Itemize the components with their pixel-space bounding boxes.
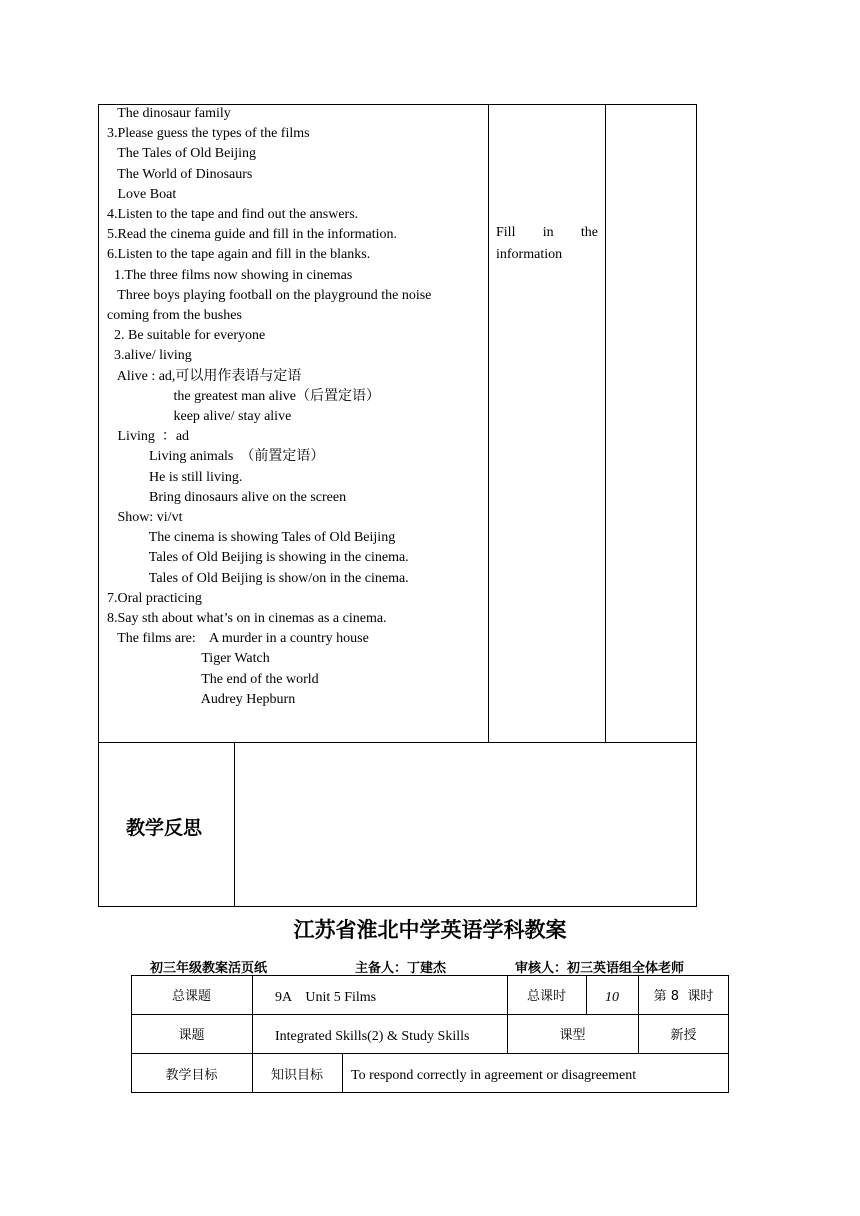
reflection-col-divider: [234, 742, 235, 907]
type-value: 新授: [670, 1028, 697, 1043]
procedure-line: Love Boat: [107, 186, 177, 202]
reviewer-label: 审核人：初三英语组全体老师: [515, 961, 685, 976]
knowledge-goal-label: 知识目标: [270, 1067, 323, 1083]
procedure-line: 3.Please guess the types of the films: [107, 126, 310, 142]
upper-row-divider: [98, 742, 697, 743]
procedure-line: coming from the bushes: [107, 308, 242, 324]
reflection-label: 教学反思: [126, 817, 203, 839]
activity-line-2: information: [496, 247, 563, 262]
procedure-line: The Tales of Old Beijing: [107, 146, 256, 162]
procedure-line: Living ：ad: [107, 429, 190, 445]
procedure-line: Living animals （前置定语）: [107, 449, 325, 465]
procedure-line: 8.Say sth about what’s on in cinemas as a cinema.: [107, 611, 387, 627]
total-hours-label: 总课时: [526, 989, 566, 1004]
grade-label: 初三年级教案活页纸: [150, 961, 268, 976]
activity-line-1: [496, 222, 598, 244]
knowledge-goal-value: To respond correctly in agreement or disagreement: [351, 1068, 637, 1083]
r2-div-a: [252, 1014, 253, 1053]
procedure-line: The World of Dinosaurs: [107, 166, 253, 182]
preparer-label: 主备人：丁建杰: [355, 961, 447, 976]
lesson-number: 第 8 课时: [653, 989, 714, 1004]
procedure-line: 2. Be suitable for everyone: [107, 328, 266, 344]
goal-label: 教学目标: [165, 1067, 218, 1083]
procedure-line: He is still living.: [107, 469, 243, 485]
procedure-line: 4.Listen to the tape and find out the answers.: [107, 207, 359, 223]
procedure-line: the greatest man alive（后置定语）: [107, 388, 380, 404]
procedure-line: 6.Listen to the tape again and fill in the blanks.: [107, 247, 371, 263]
r1-div-a: [252, 975, 253, 1014]
procedure-line: Bring dinosaurs alive on the screen: [107, 489, 347, 505]
general-topic-value: 9A Unit 5 Films: [275, 989, 377, 1005]
procedure-line: 5.Read the cinema guide and fill in the information.: [107, 227, 398, 243]
procedure-line: Tales of Old Beijing is showing in the cinema.: [107, 550, 409, 566]
procedure-line: The cinema is showing Tales of Old Beijing: [107, 530, 396, 546]
procedure-line: The films are: A murder in a country house: [107, 631, 369, 647]
general-topic-label: 总课题: [171, 989, 211, 1004]
upper-col-divider-1: [488, 104, 489, 742]
procedure-line: Tales of Old Beijing is show/on in the cinema.: [107, 570, 409, 586]
topic-value: Integrated Skills(2) & Study Skills: [275, 1028, 470, 1044]
procedure-line: 1.The three films now showing in cinemas: [107, 267, 353, 283]
procedure-line: Show: vi/vt: [107, 510, 183, 526]
procedure-line: Tiger Watch: [107, 651, 270, 667]
activity-cell-text: [496, 222, 598, 266]
procedure-line: 7.Oral practicing: [107, 590, 202, 606]
total-hours-value: 10: [605, 989, 619, 1005]
topic-label: 课题: [178, 1028, 205, 1043]
procedure-line: Audrey Hepburn: [107, 691, 296, 707]
type-label: 课型: [559, 1028, 586, 1043]
procedure-line: The dinosaur family: [107, 106, 231, 121]
activity-word-1: Fill: [496, 225, 516, 240]
procedure-line: keep alive/ stay alive: [107, 409, 292, 425]
r3-div-b: [342, 1053, 343, 1093]
procedure-line: Three boys playing football on the playground the noise: [107, 287, 432, 303]
procedure-line: 3.alive/ living: [107, 348, 192, 364]
teaching-procedure-text: [107, 104, 431, 710]
procedure-line: Alive : ad,可以用作表语与定语: [107, 368, 302, 384]
procedure-line: The end of the world: [107, 671, 319, 687]
activity-word-2: in: [542, 225, 554, 240]
page-title: 江苏省淮北中学英语学科教案: [293, 918, 567, 942]
activity-word-3: the: [580, 225, 598, 240]
upper-col-divider-2: [605, 104, 606, 742]
